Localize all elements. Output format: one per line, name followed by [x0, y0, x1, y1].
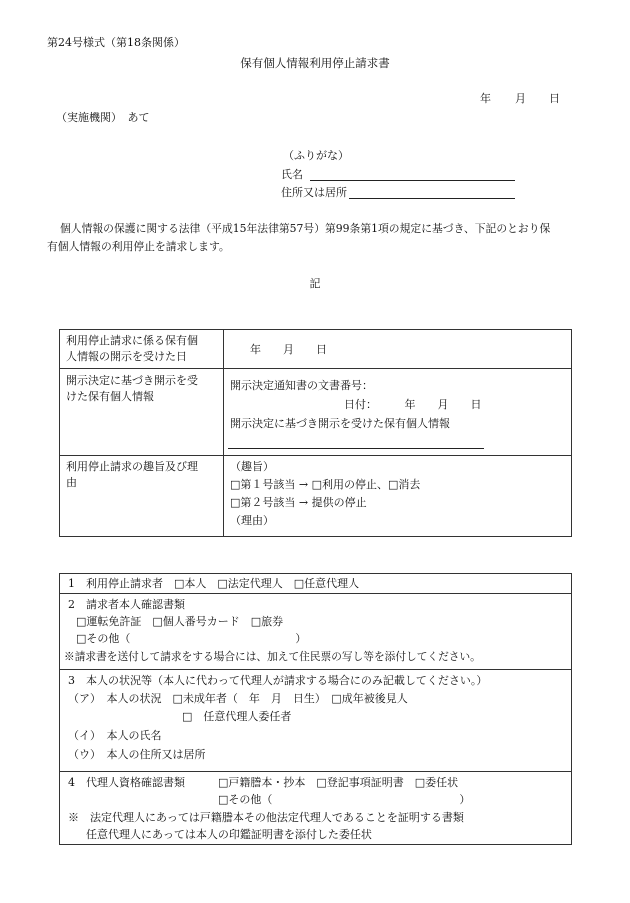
row1-label-line1: 利用停止請求に係る保有個 — [66, 334, 198, 347]
requester-info-table — [59, 573, 572, 845]
row3-label-line2: 由 — [66, 476, 77, 489]
ki-label: 記 — [309, 277, 321, 290]
row-divider — [60, 669, 571, 670]
row2-label-line2: けた保有個人情報 — [66, 390, 154, 403]
purpose-label: （趣旨） — [230, 460, 274, 473]
row3-label-line1: 利用停止請求の趣旨及び理 — [66, 460, 198, 473]
principal-address-label: （ウ） 本人の住所又は居所 — [68, 748, 206, 761]
id-document-options[interactable]: □運転免許証 □個人番号カード □旅券 — [76, 615, 284, 628]
row-divider — [60, 771, 571, 772]
agent-document-options[interactable]: □戸籍謄本・抄本 □登記事項証明書 □委任状 — [218, 776, 459, 789]
principal-name-label: （イ） 本人の氏名 — [68, 729, 162, 742]
row-divider — [60, 455, 571, 456]
intro-line-1: 個人情報の保護に関する法律（平成15年法律第57号）第99条第1項の規定に基づき、下記のとおり保 — [60, 222, 551, 235]
section4-title: 4 代理人資格確認書類 — [68, 776, 185, 789]
section2-title: 2 請求者本人確認書類 — [68, 598, 185, 611]
disclosed-info-field[interactable] — [228, 448, 484, 449]
section1-requester-type[interactable]: 1 利用停止請求者 □本人 □法定代理人 □任意代理人 — [68, 577, 360, 590]
date-year-label: 年 — [480, 92, 491, 105]
form-number: 第24号様式（第18条関係） — [47, 36, 185, 49]
notice-doc-number-field[interactable]: 開示決定通知書の文書番号： — [230, 379, 373, 392]
furigana-label: （ふりがな） — [283, 149, 349, 162]
disclosed-info-label: 開示決定に基づき開示を受けた保有個人情報 — [230, 417, 450, 430]
date-month-label: 月 — [515, 92, 526, 105]
name-label: 氏名 — [281, 168, 303, 181]
page-title: 保有個人情報利用停止請求書 — [240, 56, 390, 70]
disclosure-date-field[interactable]: 年 月 日 — [250, 343, 327, 356]
notice-date-field[interactable]: 日付： 年 月 日 — [344, 398, 482, 411]
principal-status-proxy[interactable]: □ 任意代理人委任者 — [182, 710, 292, 723]
column-divider — [223, 330, 224, 536]
item2-checkbox-row[interactable]: □第２号該当 → 提供の停止 — [230, 496, 367, 509]
date-day-label: 日 — [549, 92, 560, 105]
agent-document-note-1: ※ 法定代理人にあっては戸籍謄本その他法定代理人であることを証明する書類 — [68, 811, 464, 824]
name-field[interactable] — [310, 180, 515, 181]
reason-label: （理由） — [230, 514, 274, 527]
address-field[interactable] — [349, 198, 515, 199]
row-divider — [60, 368, 571, 369]
section3-title: 3 本人の状況等（本人に代わって代理人が請求する場合にのみ記載してください。） — [68, 674, 488, 687]
id-document-note: ※請求書を送付して請求をする場合には、加えて住民票の写し等を添付してください。 — [64, 650, 481, 663]
addressee: （実施機関） あて — [56, 111, 150, 124]
item1-checkbox-row[interactable]: □第１号該当 → □利用の停止、□消去 — [230, 478, 421, 491]
agent-document-note-2: 任意代理人にあっては本人の印鑑証明書を添付した委任状 — [86, 828, 372, 841]
address-label: 住所又は居所 — [281, 186, 347, 199]
intro-line-2: 有個人情報の利用停止を請求します。 — [47, 240, 230, 253]
row2-label-line1: 開示決定に基づき開示を受 — [66, 374, 198, 387]
principal-status[interactable]: （ア） 本人の状況 □未成年者（ 年 月 日生） □成年被後見人 — [68, 692, 408, 705]
row1-label-line2: 人情報の開示を受けた日 — [66, 350, 187, 363]
agent-document-other[interactable]: □その他（ ） — [218, 793, 471, 806]
request-details-table — [59, 329, 572, 537]
id-document-other[interactable]: □その他（ ） — [76, 632, 307, 645]
row-divider — [60, 593, 571, 594]
